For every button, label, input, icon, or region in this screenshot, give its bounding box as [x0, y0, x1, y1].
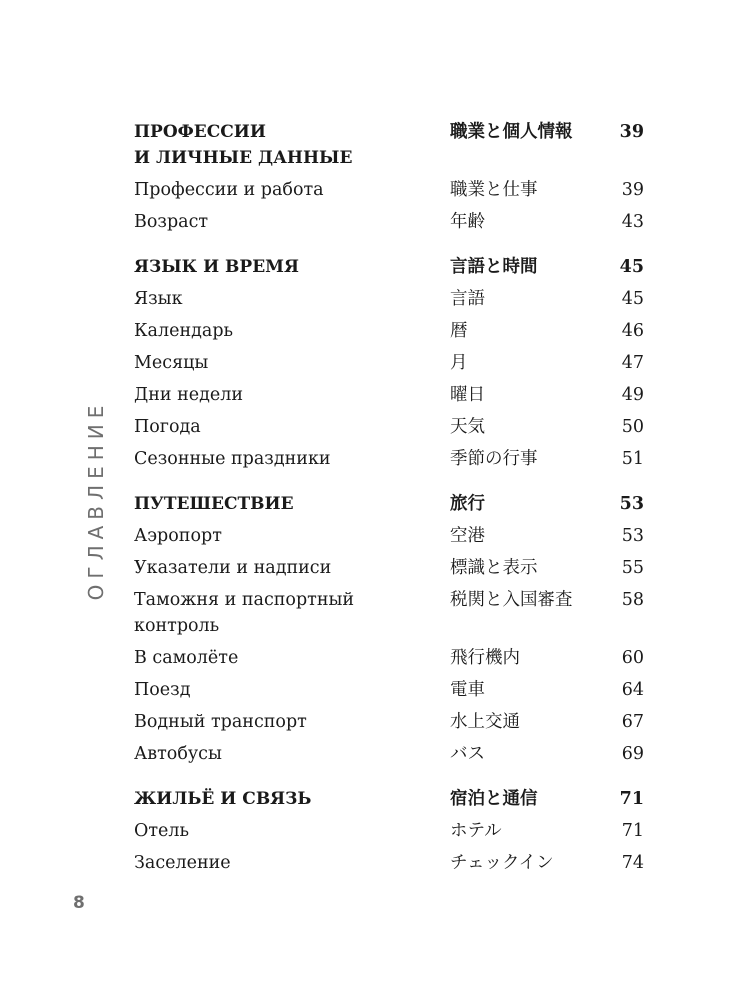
entry-page: 55	[621, 558, 644, 578]
toc-entry[interactable]	[134, 584, 644, 642]
toc-section	[134, 251, 644, 475]
heading-ja: 職業と個人情報	[450, 122, 573, 142]
heading-ja: 宿泊と通信	[450, 789, 538, 809]
entry-ja: 電車	[450, 680, 485, 700]
entry-ru: Аэропорт	[134, 526, 222, 546]
entry-page: 64	[621, 680, 644, 700]
entry-page: 47	[621, 353, 644, 373]
entry-ru: Профессии и работа	[134, 180, 324, 200]
heading-ja: 言語と時間	[450, 257, 538, 277]
toc-entry[interactable]	[134, 706, 644, 738]
entry-page: 71	[621, 821, 644, 841]
entry-ja: ホテル	[450, 821, 502, 841]
entry-ru: Погода	[134, 417, 201, 437]
entry-page: 45	[621, 289, 644, 309]
entry-ru: В самолёте	[134, 648, 239, 668]
entry-ru: Язык	[134, 289, 183, 309]
entry-ru: Возраст	[134, 212, 209, 232]
heading-ru: ПУТЕШЕСТВИЕ	[134, 494, 294, 514]
entry-ja: 空港	[450, 526, 485, 546]
entry-page: 51	[621, 449, 644, 469]
entry-ru-line: Таможня и паспортный	[134, 590, 355, 610]
heading-page: 71	[619, 789, 644, 809]
toc-section-heading[interactable]	[134, 251, 644, 283]
entry-ru: Календарь	[134, 321, 234, 341]
toc-entry[interactable]	[134, 379, 644, 411]
toc-entry[interactable]	[134, 315, 644, 347]
toc-entry[interactable]	[134, 443, 644, 475]
entry-page: 58	[621, 590, 644, 610]
table-of-contents	[134, 116, 644, 879]
heading-page: 45	[619, 257, 644, 277]
toc-section-heading[interactable]	[134, 116, 644, 174]
toc-entry[interactable]	[134, 206, 644, 238]
toc-section-heading[interactable]	[134, 488, 644, 520]
entry-ru: Водный транспорт	[134, 712, 307, 732]
entry-ja: 暦	[450, 321, 468, 341]
side-title: ОГЛАВЛЕНИЕ	[84, 399, 108, 601]
heading-ru	[134, 119, 450, 171]
entry-ja: 月	[450, 353, 468, 373]
entry-ru: Автобусы	[134, 744, 222, 764]
entry-ja: 季節の行事	[450, 449, 538, 469]
toc-section	[134, 116, 644, 238]
heading-ru-line: ПРОФЕССИИ	[134, 122, 266, 142]
entry-ru: Месяцы	[134, 353, 209, 373]
toc-entry[interactable]	[134, 552, 644, 584]
entry-page: 46	[621, 321, 644, 341]
toc-entry[interactable]	[134, 283, 644, 315]
entry-ja: 天気	[450, 417, 485, 437]
entry-ru: Отель	[134, 821, 190, 841]
entry-ru: Поезд	[134, 680, 191, 700]
heading-ru: ЖИЛЬЁ И СВЯЗЬ	[134, 789, 312, 809]
entry-ja: 税関と入国審査	[450, 590, 573, 610]
toc-entry[interactable]	[134, 815, 644, 847]
entry-ru: Сезонные праздники	[134, 449, 331, 469]
heading-ru-line: И ЛИЧНЫЕ ДАННЫЕ	[134, 148, 353, 168]
toc-entry[interactable]	[134, 847, 644, 879]
toc-entry[interactable]	[134, 738, 644, 770]
entry-page: 50	[621, 417, 644, 437]
toc-entry[interactable]	[134, 674, 644, 706]
entry-page: 39	[621, 180, 644, 200]
entry-ja: 飛行機内	[450, 648, 520, 668]
toc-entry[interactable]	[134, 642, 644, 674]
entry-ru: Заселение	[134, 853, 231, 873]
toc-entry[interactable]	[134, 411, 644, 443]
entry-ja: 標識と表示	[450, 558, 538, 578]
entry-page: 49	[621, 385, 644, 405]
heading-page: 39	[619, 122, 644, 142]
entry-ru: Указатели и надписи	[134, 558, 332, 578]
entry-page: 69	[621, 744, 644, 764]
heading-ru: ЯЗЫК И ВРЕМЯ	[134, 257, 299, 277]
entry-page: 60	[621, 648, 644, 668]
entry-ja: チェックイン	[450, 853, 554, 873]
toc-entry[interactable]	[134, 347, 644, 379]
entry-ja: 年齢	[450, 212, 485, 232]
heading-page: 53	[619, 494, 644, 514]
toc-entry[interactable]	[134, 174, 644, 206]
entry-page: 74	[621, 853, 644, 873]
page-number: 8	[73, 893, 85, 913]
entry-ru: Дни недели	[134, 385, 244, 405]
entry-ja: バス	[450, 744, 485, 764]
heading-ja: 旅行	[450, 494, 485, 514]
entry-ja: 水上交通	[450, 712, 520, 732]
entry-ja: 言語	[450, 289, 485, 309]
toc-section	[134, 488, 644, 770]
entry-page: 53	[621, 526, 644, 546]
entry-ru-line: контроль	[134, 616, 220, 636]
toc-section-heading[interactable]	[134, 783, 644, 815]
entry-page: 43	[621, 212, 644, 232]
entry-page: 67	[621, 712, 644, 732]
toc-entry[interactable]	[134, 520, 644, 552]
entry-ja: 曜日	[450, 385, 485, 405]
toc-section	[134, 783, 644, 879]
entry-ru	[134, 587, 450, 639]
entry-ja: 職業と仕事	[450, 180, 538, 200]
